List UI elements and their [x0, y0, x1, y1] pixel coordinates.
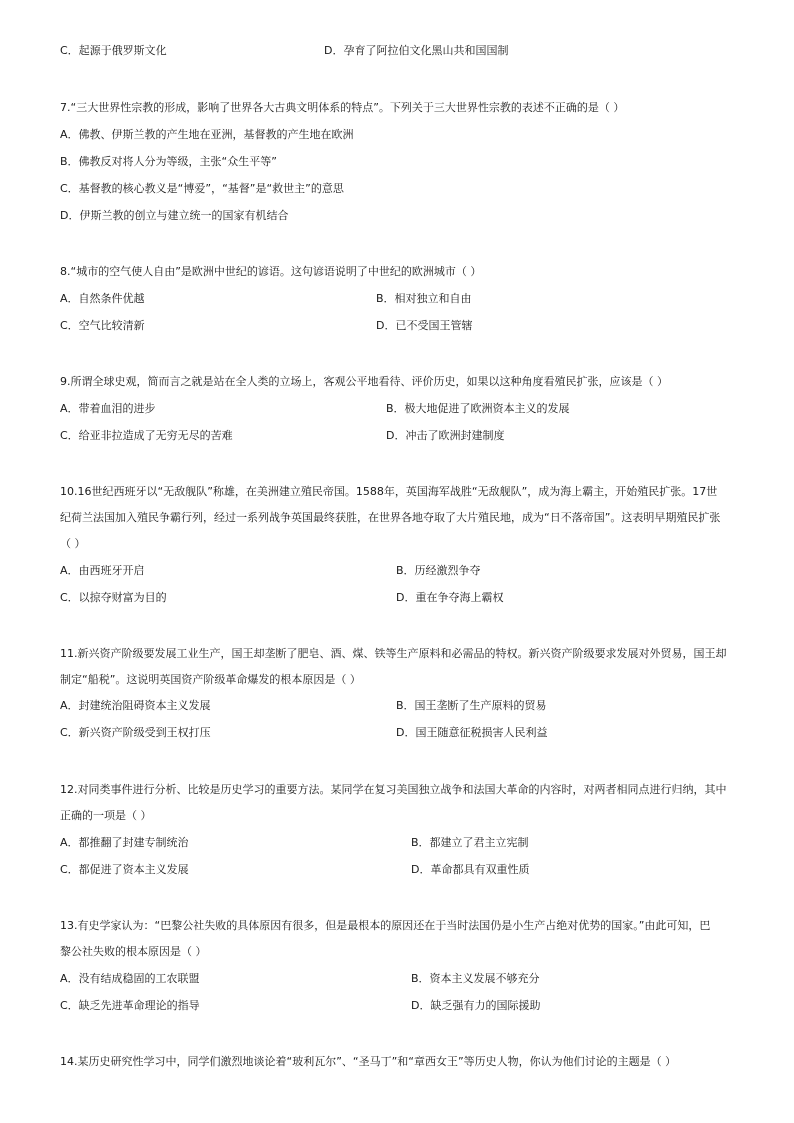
- q14-stem: 14.某历史研究性学习中，同学们激烈地谈论着“玻利瓦尔”、“圣马丁”和“章西女王”等历史人物，你认为他们讨论的主题是（ ）: [60, 1055, 677, 1068]
- q9-option-a: A．带着血泪的进步: [60, 402, 156, 415]
- q8-option-b: B．相对独立和自由: [376, 292, 472, 305]
- q11-stem-line2: 制定“船税”。这说明英国资产阶级革命爆发的根本原因是（ ）: [60, 673, 361, 686]
- q10-option-d: D．重在争夺海上霸权: [396, 591, 504, 604]
- q8-option-d: D．已不受国王管辖: [376, 319, 473, 332]
- q11-option-b: B．国王垄断了生产原料的贸易: [396, 699, 547, 712]
- q7-option-c: C．基督教的核心教义是“博爱”，“基督”是“救世主”的意思: [60, 182, 344, 195]
- q12-stem-line2: 正确的一项是（ ）: [60, 809, 152, 822]
- q10-option-c: C．以掠夺财富为目的: [60, 591, 167, 604]
- q7-option-a: A．佛教、伊斯兰教的产生地在亚洲，基督教的产生地在欧洲: [60, 128, 354, 141]
- q10-stem-line2: 纪荷兰法国加入殖民争霸行列，经过一系列战争英国最终获胜，在世界各地夺取了大片殖民地，成为“日不落帝国”。这表明早期殖民扩张: [60, 511, 721, 524]
- q7-stem: 7.“三大世界性宗教的形成，影响了世界各大古典文明体系的特点”。下列关于三大世界性宗教的表述不正确的是（ ）: [60, 101, 625, 114]
- q13-option-a: A．没有结成稳固的工农联盟: [60, 972, 200, 985]
- q8-option-a: A．自然条件优越: [60, 292, 145, 305]
- q13-option-b: B．资本主义发展不够充分: [411, 972, 540, 985]
- q6-option-d: D．孕育了阿拉伯文化黑山共和国国制: [324, 44, 509, 57]
- q9-option-d: D．冲击了欧洲封建制度: [386, 429, 505, 442]
- q13-option-c: C．缺乏先进革命理论的指导: [60, 999, 200, 1012]
- q12-option-c: C．都促进了资本主义发展: [60, 863, 189, 876]
- q9-option-b: B．极大地促进了欧洲资本主义的发展: [386, 402, 570, 415]
- q7-option-b: B．佛教反对将人分为等级，主张“众生平等”: [60, 155, 277, 168]
- q11-stem-line1: 11.新兴资产阶级要发展工业生产，国王却垄断了肥皂、酒、煤、铁等生产原料和必需品的特权。新兴资产阶级要求发展对外贸易，国王却: [60, 647, 727, 660]
- q12-option-d: D．革命都具有双重性质: [411, 863, 530, 876]
- q12-option-b: B．都建立了君主立宪制: [411, 836, 529, 849]
- q13-stem-line2: 黎公社失败的根本原因是（ ）: [60, 945, 207, 958]
- q9-option-c: C．给亚非拉造成了无穷无尽的苦难: [60, 429, 233, 442]
- q11-option-a: A．封建统治阻碍资本主义发展: [60, 699, 211, 712]
- q12-stem-line1: 12.对同类事件进行分析、比较是历史学习的重要方法。某同学在复习美国独立战争和法国大革命的内容时，对两者相同点进行归纳，其中: [60, 783, 727, 796]
- q10-option-b: B．历经激烈争夺: [396, 564, 481, 577]
- q13-stem-line1: 13.有史学家认为：“巴黎公社失败的具体原因有很多，但是最根本的原因还在于当时法国仍是小生产占绝对优势的国家。”由此可知，巴: [60, 919, 711, 932]
- q6-option-c: C．起源于俄罗斯文化: [60, 44, 167, 57]
- q13-option-d: D．缺乏强有力的国际援助: [411, 999, 541, 1012]
- q9-stem: 9.所谓全球史观，简而言之就是站在全人类的立场上，客观公平地看待、评价历史，如果以这种角度看殖民扩张，应该是（ ）: [60, 375, 668, 388]
- q10-stem-line3: （ ）: [60, 537, 86, 550]
- q10-option-a: A．由西班牙开启: [60, 564, 145, 577]
- q11-option-c: C．新兴资产阶级受到王权打压: [60, 726, 211, 739]
- q12-option-a: A．都推翻了封建专制统治: [60, 836, 189, 849]
- q10-stem-line1: 10.16世纪西班牙以“无敌舰队”称雄，在美洲建立殖民帝国。1588年，英国海军战胜“无敌舰队”，成为海上霸主，开始殖民扩张。17世: [60, 485, 718, 498]
- q8-option-c: C．空气比较清新: [60, 319, 145, 332]
- q11-option-d: D．国王随意征税损害人民利益: [396, 726, 548, 739]
- q7-option-d: D．伊斯兰教的创立与建立统一的国家有机结合: [60, 209, 289, 222]
- q8-stem: 8.“城市的空气使人自由”是欧洲中世纪的谚语。这句谚语说明了中世纪的欧洲城市（ ）: [60, 265, 482, 278]
